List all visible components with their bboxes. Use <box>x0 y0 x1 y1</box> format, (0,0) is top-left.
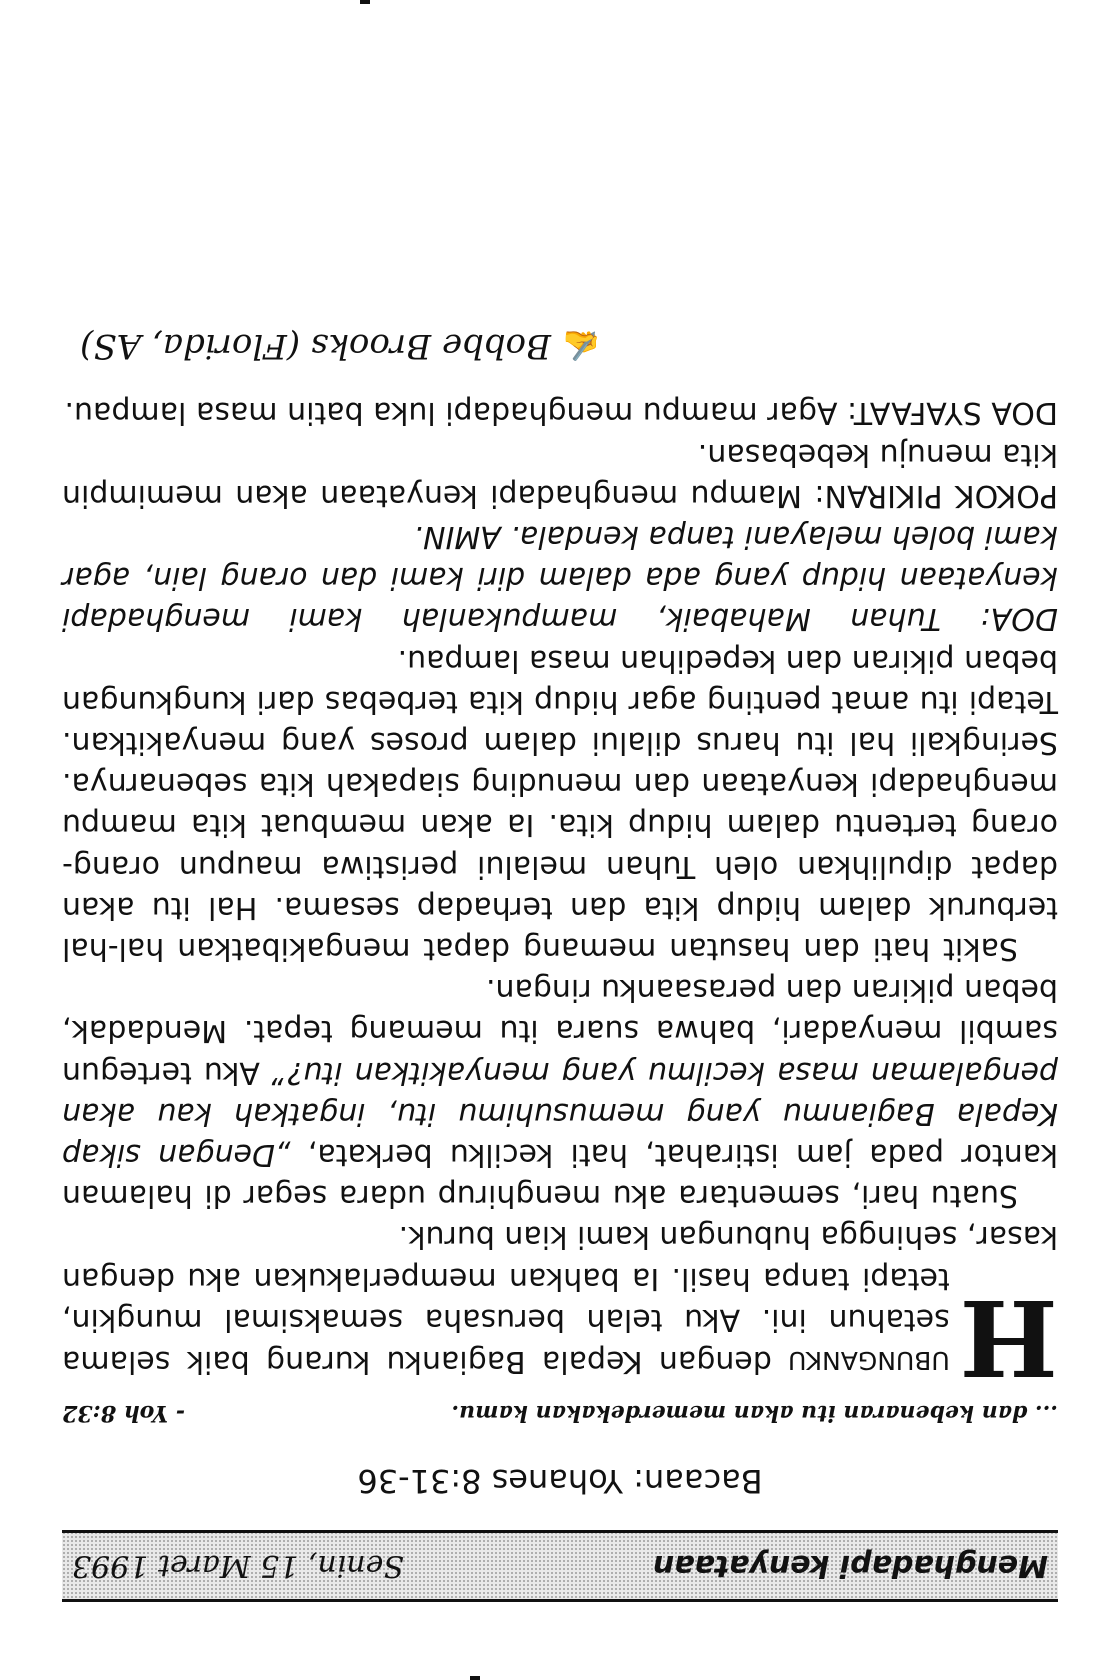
page-title: Menghadapi kenyataan <box>652 1548 1048 1584</box>
author-signature <box>62 326 1058 366</box>
key-verse <box>62 1400 1058 1426</box>
author-name: Bobbe Brooks (Florida, AS) <box>80 326 552 367</box>
page-date: Senin, 15 Maret 1993 <box>72 1548 404 1584</box>
main-idea <box>62 433 1058 515</box>
prayer-label: DOA <box>990 601 1058 637</box>
prayer <box>62 516 1058 640</box>
paragraph-3: Sakit hati dan hasutan memang dapat mengakibatkan hal-hal terburuk dalam hidup kita dan terhadap sesama. Hal itu akan dapat dipulihkan oleh Tuhan melalui peristiwa maupun orang-orang tertentu dalam hidup kita. Ia akan membuat kita mampu menghadapi kenyataan dan menuding siapakah kita sebenarnya. Seringkali hal itu harus dilalui dalam proses yang menyakitkan. Tetapi itu amat penting agar hidup kita terbebas dari kungkungan beban pikiran dan kepedihan masa lampau. <box>62 642 1058 966</box>
intercession <box>62 392 1058 433</box>
main-idea-text: : Mampu menghadapi kenyataan akan memimpin kita menuju kebebasan. <box>62 436 1058 513</box>
main-idea-label: POKOK PIKIRAN <box>824 477 1058 513</box>
verse-reference: - Yoh 8:32 <box>62 1400 185 1426</box>
paragraph-1-lead: UBUNGANKU <box>788 1346 950 1375</box>
page-header <box>62 1533 1058 1599</box>
crop-mark-top <box>360 0 370 4</box>
intercession-text: : Agar mampu menghadapi luka batin masa lampau. <box>64 395 858 431</box>
paragraph-1 <box>62 1216 1058 1399</box>
header-rule <box>62 1530 1058 1533</box>
paragraph-1-text: dengan Kepala Bagianku kurang baik selama setahun ini. Aku telah berusaha semaksimal mungkin, tetapi tanpa hasil. Ia bahkan memperlakukan aku dengan kasar, sehingga hubungan kami kian buruk. <box>62 1219 1058 1379</box>
paragraph-2 <box>62 969 1058 1216</box>
paragraph-2-rest: Aku tertegun sambil menyadari, bahwa suara itu memang tepat. Mendadak, beban pikiran dan perasaanku ringan. <box>62 972 1058 1090</box>
verse-text: ... dan kebenaran itu akan memerdekakan kamu. <box>451 1400 1058 1426</box>
top-rule <box>62 1599 1058 1602</box>
paragraph-2-quote: „Dengan sikap Kepala Bagianmu yang memusuhimu itu, ingatkah kau akan pengalaman masa kecilmu yang menyakitkan itu?” <box>62 1054 1058 1172</box>
prayer-text: : Tuhan Mahabaik, mampukanlah kami menghadapi kenyataan hidup yang ada dalam diri kami dan orang lain, agar kami boleh melayani tanpa kendala. AMIN. <box>62 518 1058 637</box>
drop-cap: H <box>959 1276 1058 1399</box>
crop-mark-bottom <box>470 1676 480 1680</box>
intercession-label: DOA SYAFAAT <box>857 395 1058 431</box>
reading-reference: Bacaan: Yohanes 8:31-36 <box>357 1462 763 1500</box>
pen-icon: ✍ <box>563 327 601 363</box>
devotional-body <box>62 392 1058 1399</box>
paragraph-2-text: Suatu hari, sementara aku menghirup udara segar di halaman kantor pada jam istirahat, hati kecilku berkata, <box>62 1136 1058 1214</box>
